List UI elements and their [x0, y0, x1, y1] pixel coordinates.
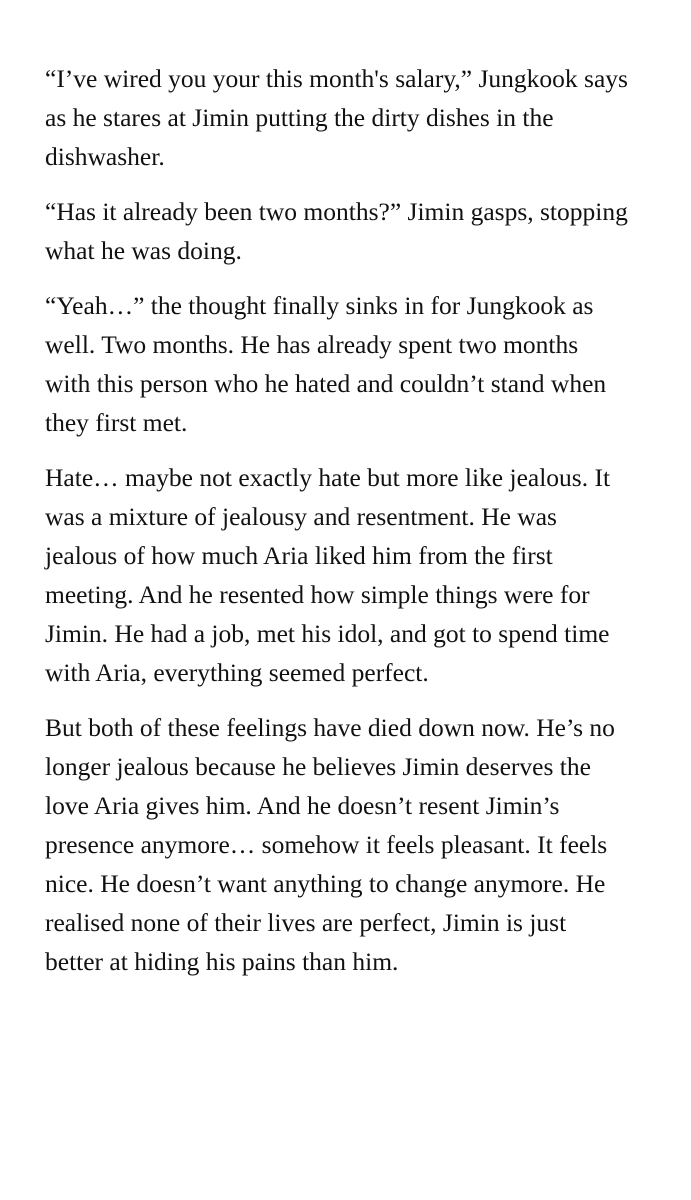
paragraph-feelings: But both of these feelings have died down now. He’s no longer jealous because he believes Jimin deserves the love Aria gives him. And he doesn’t resent Jimin’s presence anymore… somehow it feels pleasant. It feels nice. He doesn’t want anything to change anymore. He realised none of their lives are perfect, Jimin is just better at hiding his pains than him. [45, 713, 615, 976]
paragraph-two-months: “Has it already been two months?” Jimin gasps, stopping what he was doing. [45, 197, 628, 265]
paragraph-yeah: “Yeah…” the thought finally sinks in for Jungkook as well. Two months. He has already spent two months with this person who he hated and couldn’t stand when they first met. [45, 291, 607, 437]
paragraph-salary: “I’ve wired you your this month's salary,” Jungkook says as he stares at Jimin putting the dirty dishes in the dishwasher. [45, 64, 628, 171]
paragraph-hate: Hate… maybe not exactly hate but more like jealous. It was a mixture of jealousy and resentment. He was jealous of how much Aria liked him from the first meeting. And he resented how simple things were for Jimin. He had a job, met his idol, and got to spend time with Aria, everything seemed perfect. [45, 463, 611, 687]
